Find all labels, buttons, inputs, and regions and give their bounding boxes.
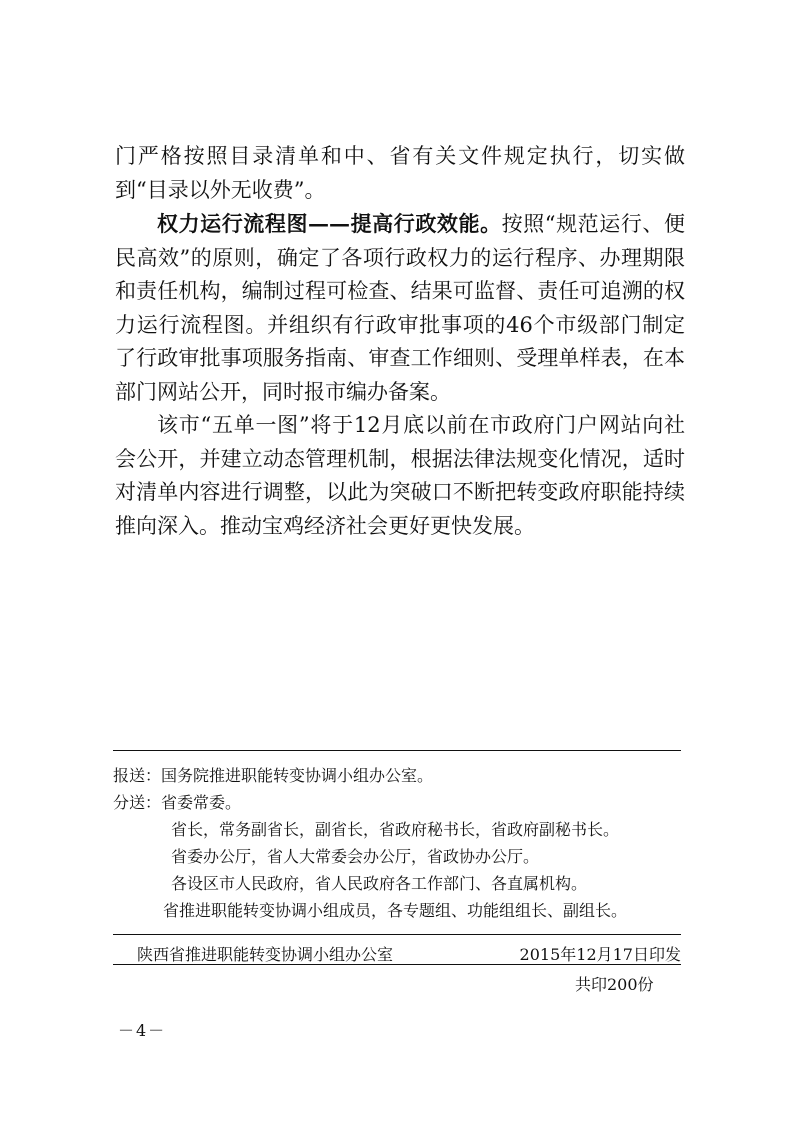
issuer: 陕西省推进职能转变协调小组办公室: [137, 945, 394, 964]
recipient-line: 省推进职能转变协调小组成员，各专题组、功能组组长、副组长。: [163, 901, 628, 920]
paragraph-flowchart: [115, 207, 685, 409]
distribution-list: [113, 762, 693, 924]
recipient-line: 省委办公厅，省人大常委会办公厅，省政协办公厅。: [171, 847, 540, 866]
distribution-bottom-rule: [113, 934, 681, 935]
document-body: [115, 140, 685, 543]
paragraph-text: 按照“规范运行、便民高效”的原则，确定了各项行政权力的运行程序、办理期限和责任机构，编制过程可检查、结果可监督、责任可追溯的权力运行流程图。并组织有行政审批事项的46个市级部门制定了行政审批事项服务指南、审查工作细则、受理单样表，在本部门网站公开，同时报市编办备案。: [115, 212, 685, 404]
print-copies: 共印200份: [575, 975, 654, 994]
recipient-line: 各设区市人民政府，省人民政府各工作部门、各直属机构。: [171, 874, 588, 893]
recipient-line: 省长，常务副省长，副省长，省政府秘书长，省政府副秘书长。: [171, 820, 620, 839]
copy-to-line: 分送：省委常委。: [113, 793, 242, 812]
issue-date: 2015年12月17日印发: [519, 945, 681, 964]
issue-bottom-rule: [113, 964, 681, 965]
page-number: －4－: [118, 1021, 167, 1040]
paragraph-heading: 权力运行流程图——提高行政效能。: [157, 211, 502, 236]
distribution-top-rule: [113, 750, 681, 751]
paragraph-conclusion: 该市“五单一图”将于12月底以前在市政府门户网站向社会公开，并建立动态管理机制，根据法律法规变化情况，适时对清单内容进行调整，以此为突破口不断把转变政府职能持续推向深入。推动宝鸡经济社会更好更快发展。: [115, 413, 685, 538]
paragraph-continuation: 门严格按照目录清单和中、省有关文件规定执行，切实做到“目录以外无收费”。: [115, 144, 685, 202]
report-to-line: 报送：国务院推进职能转变协调小组办公室。: [113, 766, 434, 785]
